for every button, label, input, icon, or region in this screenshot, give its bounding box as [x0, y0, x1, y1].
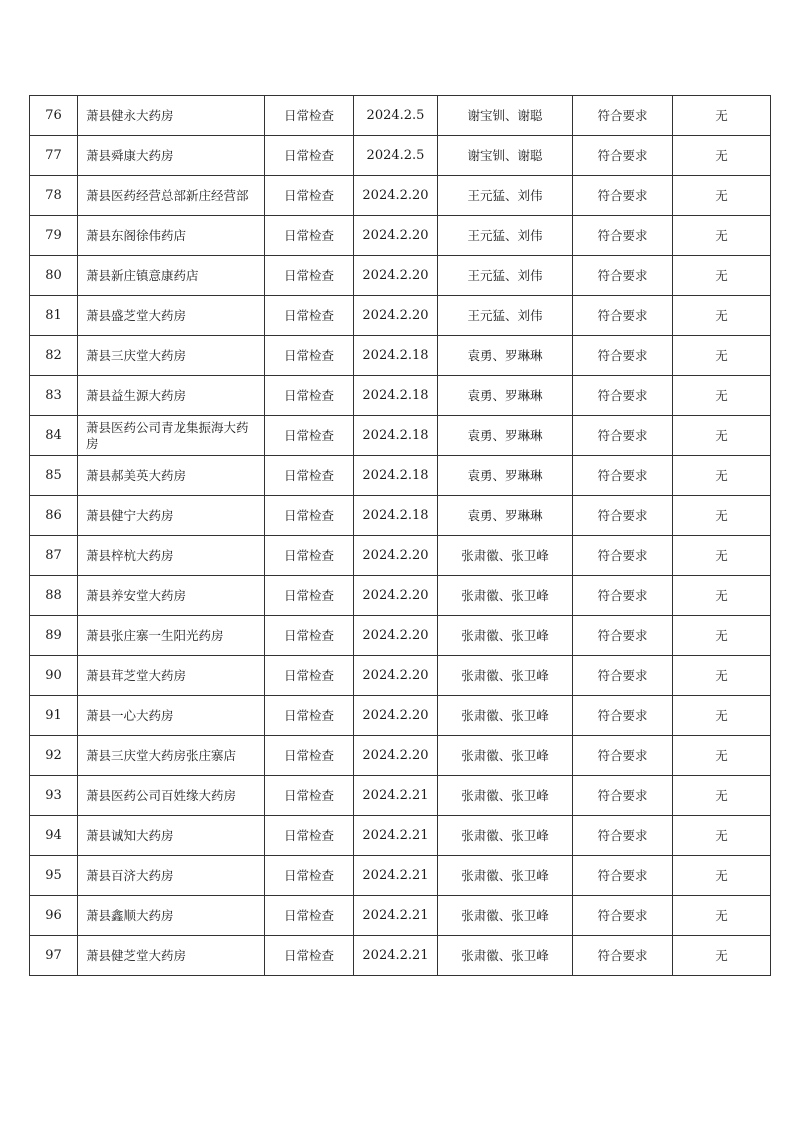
issues-cell: 无 [673, 136, 771, 176]
inspection-type-cell: 日常检查 [265, 696, 354, 736]
inspection-type-cell: 日常检查 [265, 256, 354, 296]
inspectors-cell: 王元猛、刘伟 [438, 296, 573, 336]
table-row [30, 536, 771, 576]
pharmacy-name-cell: 萧县医药公司百姓缘大药房 [78, 776, 265, 816]
result-cell: 符合要求 [573, 456, 673, 496]
table-row [30, 256, 771, 296]
result-cell: 符合要求 [573, 336, 673, 376]
inspection-type-cell: 日常检查 [265, 896, 354, 936]
row-number-cell: 80 [30, 256, 78, 296]
row-number-cell: 95 [30, 856, 78, 896]
inspection-type-cell: 日常检查 [265, 816, 354, 856]
inspectors-cell: 张肃徽、张卫峰 [438, 936, 573, 976]
row-number-cell: 89 [30, 616, 78, 656]
table-row [30, 696, 771, 736]
inspection-type-cell: 日常检查 [265, 856, 354, 896]
issues-cell: 无 [673, 936, 771, 976]
inspection-type-cell: 日常检查 [265, 376, 354, 416]
inspectors-cell: 谢宝钏、谢聪 [438, 96, 573, 136]
inspection-date-cell: 2024.2.20 [354, 576, 438, 616]
issues-cell: 无 [673, 576, 771, 616]
inspection-date-cell: 2024.2.18 [354, 496, 438, 536]
inspection-type-cell: 日常检查 [265, 616, 354, 656]
inspectors-cell: 张肃徽、张卫峰 [438, 896, 573, 936]
issues-cell: 无 [673, 616, 771, 656]
inspection-date-cell: 2024.2.20 [354, 696, 438, 736]
issues-cell: 无 [673, 216, 771, 256]
inspection-type-cell: 日常检查 [265, 456, 354, 496]
pharmacy-name-cell: 萧县养安堂大药房 [78, 576, 265, 616]
inspectors-cell: 张肃徽、张卫峰 [438, 856, 573, 896]
inspectors-cell: 张肃徽、张卫峰 [438, 696, 573, 736]
row-number-cell: 78 [30, 176, 78, 216]
result-cell: 符合要求 [573, 696, 673, 736]
row-number-cell: 77 [30, 136, 78, 176]
row-number-cell: 86 [30, 496, 78, 536]
result-cell: 符合要求 [573, 136, 673, 176]
inspection-date-cell: 2024.2.5 [354, 96, 438, 136]
issues-cell: 无 [673, 96, 771, 136]
row-number-cell: 91 [30, 696, 78, 736]
table-row [30, 336, 771, 376]
row-number-cell: 85 [30, 456, 78, 496]
row-number-cell: 82 [30, 336, 78, 376]
inspection-date-cell: 2024.2.20 [354, 736, 438, 776]
inspectors-cell: 王元猛、刘伟 [438, 216, 573, 256]
table-row [30, 416, 771, 456]
row-number-cell: 84 [30, 416, 78, 456]
issues-cell: 无 [673, 736, 771, 776]
inspectors-cell: 张肃徽、张卫峰 [438, 536, 573, 576]
result-cell: 符合要求 [573, 256, 673, 296]
inspectors-cell: 王元猛、刘伟 [438, 256, 573, 296]
pharmacy-name-cell: 萧县健永大药房 [78, 96, 265, 136]
pharmacy-name-cell: 萧县健芝堂大药房 [78, 936, 265, 976]
inspection-type-cell: 日常检查 [265, 216, 354, 256]
inspection-date-cell: 2024.2.18 [354, 456, 438, 496]
inspection-date-cell: 2024.2.18 [354, 416, 438, 456]
result-cell: 符合要求 [573, 176, 673, 216]
table-row [30, 376, 771, 416]
inspection-date-cell: 2024.2.21 [354, 776, 438, 816]
inspection-date-cell: 2024.2.18 [354, 376, 438, 416]
table-row [30, 496, 771, 536]
issues-cell: 无 [673, 536, 771, 576]
inspection-date-cell: 2024.2.20 [354, 216, 438, 256]
row-number-cell: 87 [30, 536, 78, 576]
pharmacy-name-cell: 萧县三庆堂大药房 [78, 336, 265, 376]
row-number-cell: 93 [30, 776, 78, 816]
issues-cell: 无 [673, 296, 771, 336]
table-row [30, 576, 771, 616]
row-number-cell: 76 [30, 96, 78, 136]
pharmacy-name-cell: 萧县益生源大药房 [78, 376, 265, 416]
issues-cell: 无 [673, 336, 771, 376]
result-cell: 符合要求 [573, 96, 673, 136]
table-row [30, 816, 771, 856]
inspection-type-cell: 日常检查 [265, 536, 354, 576]
inspection-date-cell: 2024.2.20 [354, 296, 438, 336]
inspection-date-cell: 2024.2.21 [354, 856, 438, 896]
issues-cell: 无 [673, 256, 771, 296]
inspection-type-cell: 日常检查 [265, 136, 354, 176]
table-row [30, 296, 771, 336]
inspectors-cell: 袁勇、罗琳琳 [438, 416, 573, 456]
result-cell: 符合要求 [573, 616, 673, 656]
table-row [30, 616, 771, 656]
result-cell: 符合要求 [573, 776, 673, 816]
pharmacy-name-cell: 萧县张庄寨一生阳光药房 [78, 616, 265, 656]
issues-cell: 无 [673, 496, 771, 536]
inspectors-cell: 袁勇、罗琳琳 [438, 496, 573, 536]
pharmacy-name-cell: 萧县新庄镇意康药店 [78, 256, 265, 296]
inspection-type-cell: 日常检查 [265, 416, 354, 456]
inspectors-cell: 张肃徽、张卫峰 [438, 736, 573, 776]
table-body [30, 96, 771, 976]
result-cell: 符合要求 [573, 536, 673, 576]
table-row [30, 216, 771, 256]
inspection-type-cell: 日常检查 [265, 576, 354, 616]
pharmacy-name-cell: 萧县舜康大药房 [78, 136, 265, 176]
inspection-type-cell: 日常检查 [265, 736, 354, 776]
result-cell: 符合要求 [573, 296, 673, 336]
table-row [30, 96, 771, 136]
result-cell: 符合要求 [573, 216, 673, 256]
issues-cell: 无 [673, 416, 771, 456]
inspectors-cell: 张肃徽、张卫峰 [438, 816, 573, 856]
inspectors-cell: 袁勇、罗琳琳 [438, 456, 573, 496]
pharmacy-name-cell: 萧县东阁徐伟药店 [78, 216, 265, 256]
row-number-cell: 83 [30, 376, 78, 416]
row-number-cell: 96 [30, 896, 78, 936]
pharmacy-name-cell: 萧县梓杭大药房 [78, 536, 265, 576]
result-cell: 符合要求 [573, 416, 673, 456]
table-row [30, 856, 771, 896]
pharmacy-name-cell: 萧县鑫顺大药房 [78, 896, 265, 936]
inspectors-cell: 张肃徽、张卫峰 [438, 776, 573, 816]
result-cell: 符合要求 [573, 656, 673, 696]
inspection-type-cell: 日常检查 [265, 936, 354, 976]
inspection-date-cell: 2024.2.20 [354, 176, 438, 216]
inspection-type-cell: 日常检查 [265, 496, 354, 536]
row-number-cell: 92 [30, 736, 78, 776]
issues-cell: 无 [673, 696, 771, 736]
result-cell: 符合要求 [573, 816, 673, 856]
inspectors-cell: 张肃徽、张卫峰 [438, 656, 573, 696]
issues-cell: 无 [673, 896, 771, 936]
table-row [30, 736, 771, 776]
result-cell: 符合要求 [573, 736, 673, 776]
row-number-cell: 97 [30, 936, 78, 976]
inspection-type-cell: 日常检查 [265, 656, 354, 696]
table-row [30, 896, 771, 936]
inspection-type-cell: 日常检查 [265, 176, 354, 216]
document-page [29, 95, 770, 976]
pharmacy-name-cell: 萧县百济大药房 [78, 856, 265, 896]
row-number-cell: 88 [30, 576, 78, 616]
table-row [30, 776, 771, 816]
pharmacy-name-cell: 萧县医药公司青龙集振海大药房 [78, 416, 265, 456]
inspection-type-cell: 日常检查 [265, 96, 354, 136]
row-number-cell: 94 [30, 816, 78, 856]
inspection-date-cell: 2024.2.21 [354, 816, 438, 856]
pharmacy-name-cell: 萧县诚知大药房 [78, 816, 265, 856]
pharmacy-name-cell: 萧县健宁大药房 [78, 496, 265, 536]
inspectors-cell: 张肃徽、张卫峰 [438, 616, 573, 656]
issues-cell: 无 [673, 776, 771, 816]
inspection-date-cell: 2024.2.5 [354, 136, 438, 176]
row-number-cell: 79 [30, 216, 78, 256]
table-row [30, 656, 771, 696]
issues-cell: 无 [673, 856, 771, 896]
inspection-date-cell: 2024.2.20 [354, 616, 438, 656]
result-cell: 符合要求 [573, 496, 673, 536]
table-row [30, 936, 771, 976]
inspection-date-cell: 2024.2.20 [354, 656, 438, 696]
result-cell: 符合要求 [573, 376, 673, 416]
pharmacy-name-cell: 萧县医药经营总部新庄经营部 [78, 176, 265, 216]
table-row [30, 136, 771, 176]
row-number-cell: 90 [30, 656, 78, 696]
result-cell: 符合要求 [573, 856, 673, 896]
table-row [30, 456, 771, 496]
inspectors-cell: 袁勇、罗琳琳 [438, 376, 573, 416]
result-cell: 符合要求 [573, 576, 673, 616]
result-cell: 符合要求 [573, 936, 673, 976]
issues-cell: 无 [673, 176, 771, 216]
issues-cell: 无 [673, 456, 771, 496]
result-cell: 符合要求 [573, 896, 673, 936]
pharmacy-name-cell: 萧县三庆堂大药房张庄寨店 [78, 736, 265, 776]
inspection-type-cell: 日常检查 [265, 296, 354, 336]
issues-cell: 无 [673, 816, 771, 856]
inspection-date-cell: 2024.2.18 [354, 336, 438, 376]
pharmacy-name-cell: 萧县盛芝堂大药房 [78, 296, 265, 336]
inspectors-cell: 谢宝钏、谢聪 [438, 136, 573, 176]
table-row [30, 176, 771, 216]
inspection-date-cell: 2024.2.20 [354, 536, 438, 576]
inspection-date-cell: 2024.2.20 [354, 256, 438, 296]
pharmacy-name-cell: 萧县一心大药房 [78, 696, 265, 736]
inspection-record-table [29, 95, 771, 976]
issues-cell: 无 [673, 376, 771, 416]
pharmacy-name-cell: 萧县茸芝堂大药房 [78, 656, 265, 696]
inspection-type-cell: 日常检查 [265, 336, 354, 376]
inspectors-cell: 张肃徽、张卫峰 [438, 576, 573, 616]
row-number-cell: 81 [30, 296, 78, 336]
inspectors-cell: 袁勇、罗琳琳 [438, 336, 573, 376]
pharmacy-name-cell: 萧县郝美英大药房 [78, 456, 265, 496]
inspectors-cell: 王元猛、刘伟 [438, 176, 573, 216]
inspection-date-cell: 2024.2.21 [354, 896, 438, 936]
issues-cell: 无 [673, 656, 771, 696]
inspection-type-cell: 日常检查 [265, 776, 354, 816]
inspection-date-cell: 2024.2.21 [354, 936, 438, 976]
